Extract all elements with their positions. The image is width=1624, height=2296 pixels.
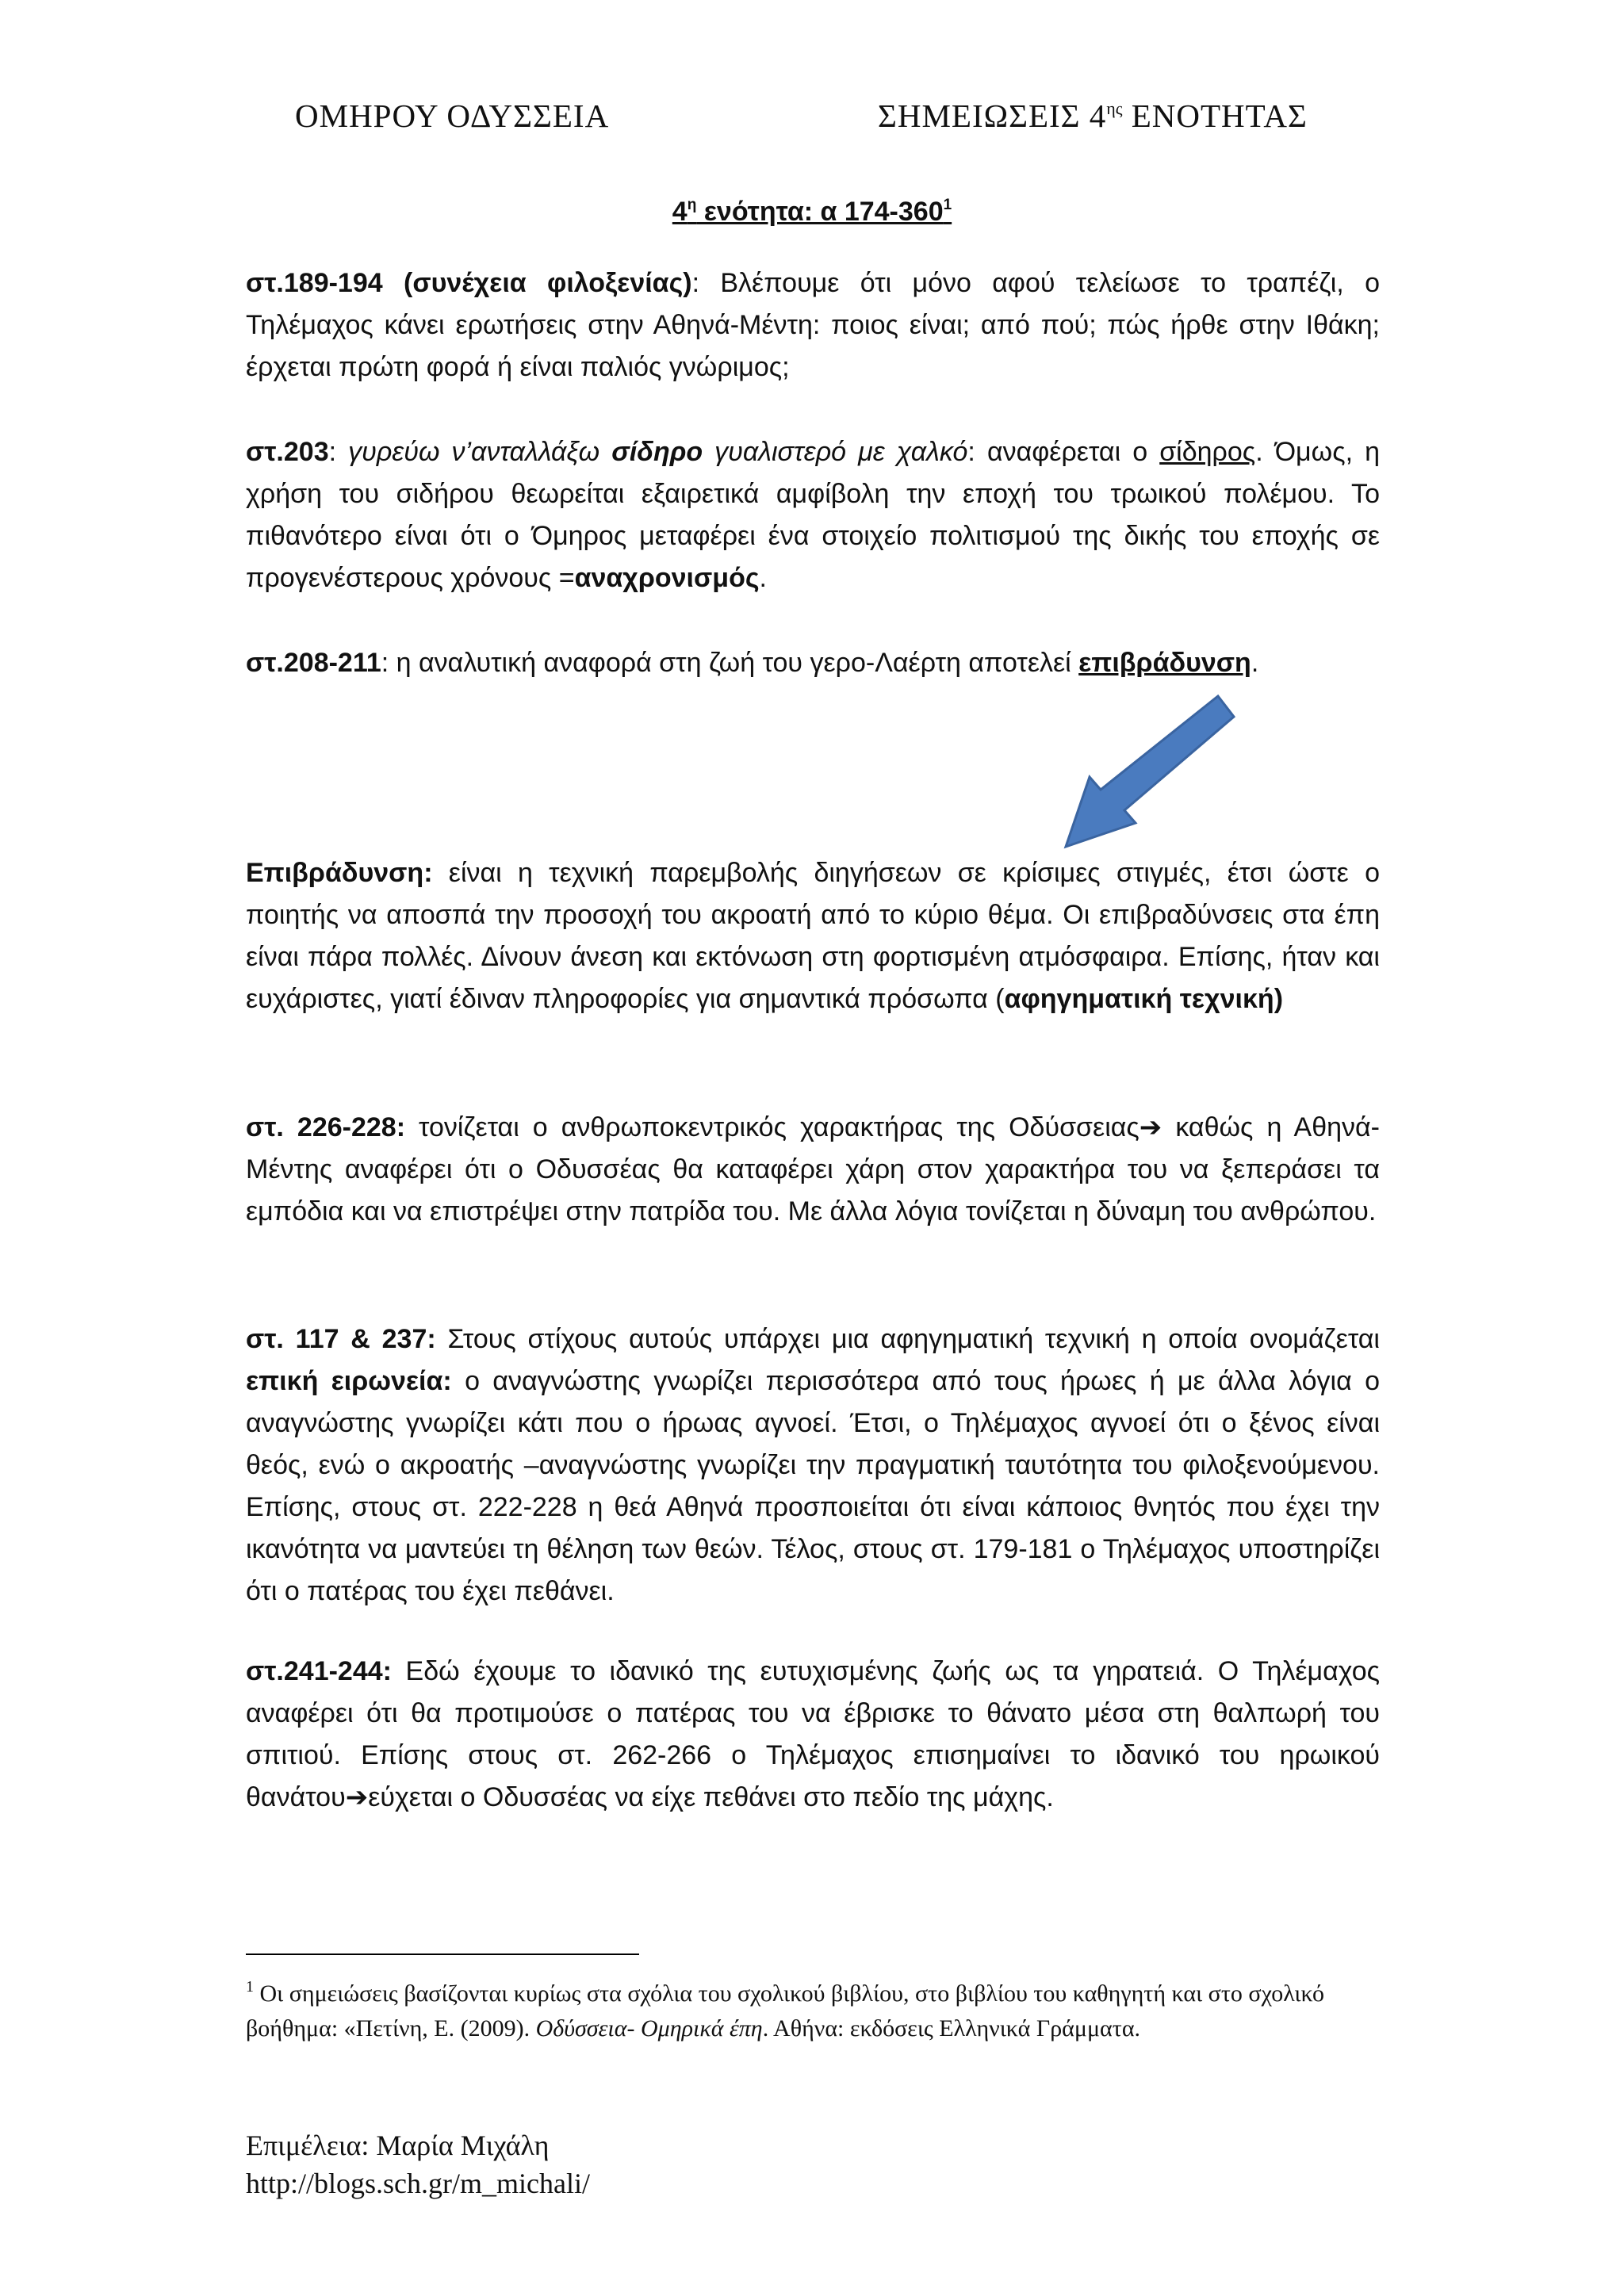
header-superscript: ης [1106,98,1123,118]
header-left-title: ΟΜΗΡΟΥ ΟΔΥΣΣΕΙΑ [295,98,610,134]
verse-label: στ. 226-228: [246,1112,406,1142]
verse-label: στ.189-194 (συνέχεια φιλοξενίας) [246,268,692,298]
note-paragraph-226-228: στ. 226-228: τονίζεται ο ανθρωποκεντρικός χαρακτήρας της Οδύσσειας➔ καθώς η Αθηνά-Μέντης αναφέρει ότι ο Οδυσσέας θα καταφέρει χάρη στον χαρακτήρα του να ξεπεράσει τα εμπόδια και να επιστρέψει στην πατρίδα του. Με άλλα λόγια τονίζεται η δύναμη του ανθρώπου. [246,1112,1380,1226]
note-paragraph-208-211: στ.208-211: η αναλυτική αναφορά στη ζωή του γερο-Λαέρτη αποτελεί επιβράδυνση. [246,648,1259,678]
footnote-reference[interactable]: 1 [943,197,952,213]
verse-label: στ.241-244: [246,1656,392,1686]
right-arrow-icon: ➔ [1139,1112,1162,1142]
note-paragraph-203: στ.203: γυρεύω ν’ανταλλάξω σίδηρο γυαλιστερό με χαλκό: αναφέρεται ο σίδηρος. Όμως, η χρήση του σιδήρου θεωρείται εξαιρετικά αμφίβολη την εποχή του τρωικού πολέμου. Το πιθανότερο είναι ότι ο Όμηρος μεταφέρει ένα στοιχείο πολιτισμού της δικής του εποχής σε προγενέστερους χρόνους =αναχρονισμός. [246,437,1381,593]
note-paragraph-189-194: στ.189-194 (συνέχεια φιλοξενίας): Βλέπουμε ότι μόνο αφού τελείωσε το τραπέζι, ο Τηλέμαχος κάνει ερωτήσεις στην Αθηνά-Μέντη: ποιος είναι; από πού; πώς ήρθε στην Ιθάκη; έρχεται πρώτη φορά ή είναι παλιός γνώριμος; [246,268,1380,382]
header-right-title: ΣΗΜΕΙΩΣΕΙΣ $4^{\eta\varsigma}$ ΕΝΟΤΗΤΑΣ [878,98,1308,134]
footnote-divider [246,1954,639,1955]
right-arrow-icon: ➔ [345,1782,369,1812]
down-left-arrow-icon [1055,688,1237,855]
key-term: επιβράδυνση [1078,648,1251,678]
key-term: επική ειρωνεία: [246,1366,452,1396]
verse-label: στ.203 [246,437,329,467]
section-title: $4^\eta$ ενότητα: α $174-360^1$ [672,197,952,227]
key-term: αφηγηματική τεχνική) [1004,984,1284,1014]
editor-credit: Επιμέλεια: Μαρία Μιχάλη [246,2130,550,2161]
key-term: αναχρονισμός [574,563,760,593]
definition-epivradynsi: Επιβράδυνση: είναι η τεχνική παρεμβολής διηγήσεων σε κρίσιμες στιγμές, έτσι ώστε ο ποιητής να αποσπά την προσοχή του ακροατή από το κύριο θέμα. Οι επιβραδύνσεις στα έπη είναι πάρα πολλές. Δίνουν άνεση και εκτόνωση στη φορτισμένη ατμόσφαιρα. Επίσης, ήταν και ευχάριστες, γιατί έδιναν πληροφορίες για σημαντικά πρόσωπα (αφηγηματική τεχνική) [246,858,1380,1014]
verse-quote: γυρεύω ν’ανταλλάξω σίδηρο γυαλιστερό με χαλκό [348,437,968,467]
footnote-number: 1 [246,1978,254,1996]
footnote: $^1$ Οι σημειώσεις βασίζονται κυρίως στα σχόλια του σχολικού βιβλίου, στο βιβλίου του καθηγητή και στο σχολικό βοήθημα: «Πετίνη, Ε. (2009). Οδύσσεια- Ομηρικά έπη. Αθήνα: εκδόσεις Ελληνικά Γράμματα. [246,1978,1324,2042]
verse-label: στ. 117 & 237: [246,1324,436,1354]
blog-url-link[interactable]: http://blogs.sch.gr/m_michali/ [246,2168,590,2199]
note-paragraph-241-244: στ.241-244: Εδώ έχουμε το ιδανικό της ευτυχισμένης ζωής ως τα γηρατειά. Ο Τηλέμαχος αναφέρει ότι θα προτιμούσε ο πατέρας του να έβρισκε το θάνατο μέσα στη θαλπωρή του σπιτιού. Επίσης στους στ. 262-266 ο Τηλέμαχος επισημαίνει το ιδανικό του ηρωικού θανάτου➔εύχεται ο Οδυσσέας να είχε πεθάνει στο πεδίο της μάχης. [246,1656,1380,1812]
note-paragraph-117-237: στ. 117 & 237: Στους στίχους αυτούς υπάρχει μια αφηγηματική τεχνική η οποία ονομάζεται επική ειρωνεία: ο αναγνώστης γνωρίζει περισσότερα από τους ήρωες ή με άλλα λόγια ο αναγνώστης γνωρίζει κάτι που ο ήρωας αγνοεί. Έτσι, ο Τηλέμαχος αγνοεί ότι ο ξένος είναι θεός, ενώ ο ακροατής –αναγνώστης γνωρίζει την πραγματική ταυτότητα του φιλοξενούμενου. Επίσης, στους στ. 222-228 η θεά Αθηνά προσποιείται ότι είναι κάποιος θνητός που έχει την ικανότητα να μαντεύει τη θέληση των θεών. Τέλος, στους στ. 179-181 ο Τηλέμαχος υποστηρίζει ότι ο πατέρας του έχει πεθάνει. [246,1324,1380,1606]
verse-label: στ.208-211 [246,648,381,678]
definition-term: Επιβράδυνση: [246,858,433,888]
credits [246,2126,590,2202]
